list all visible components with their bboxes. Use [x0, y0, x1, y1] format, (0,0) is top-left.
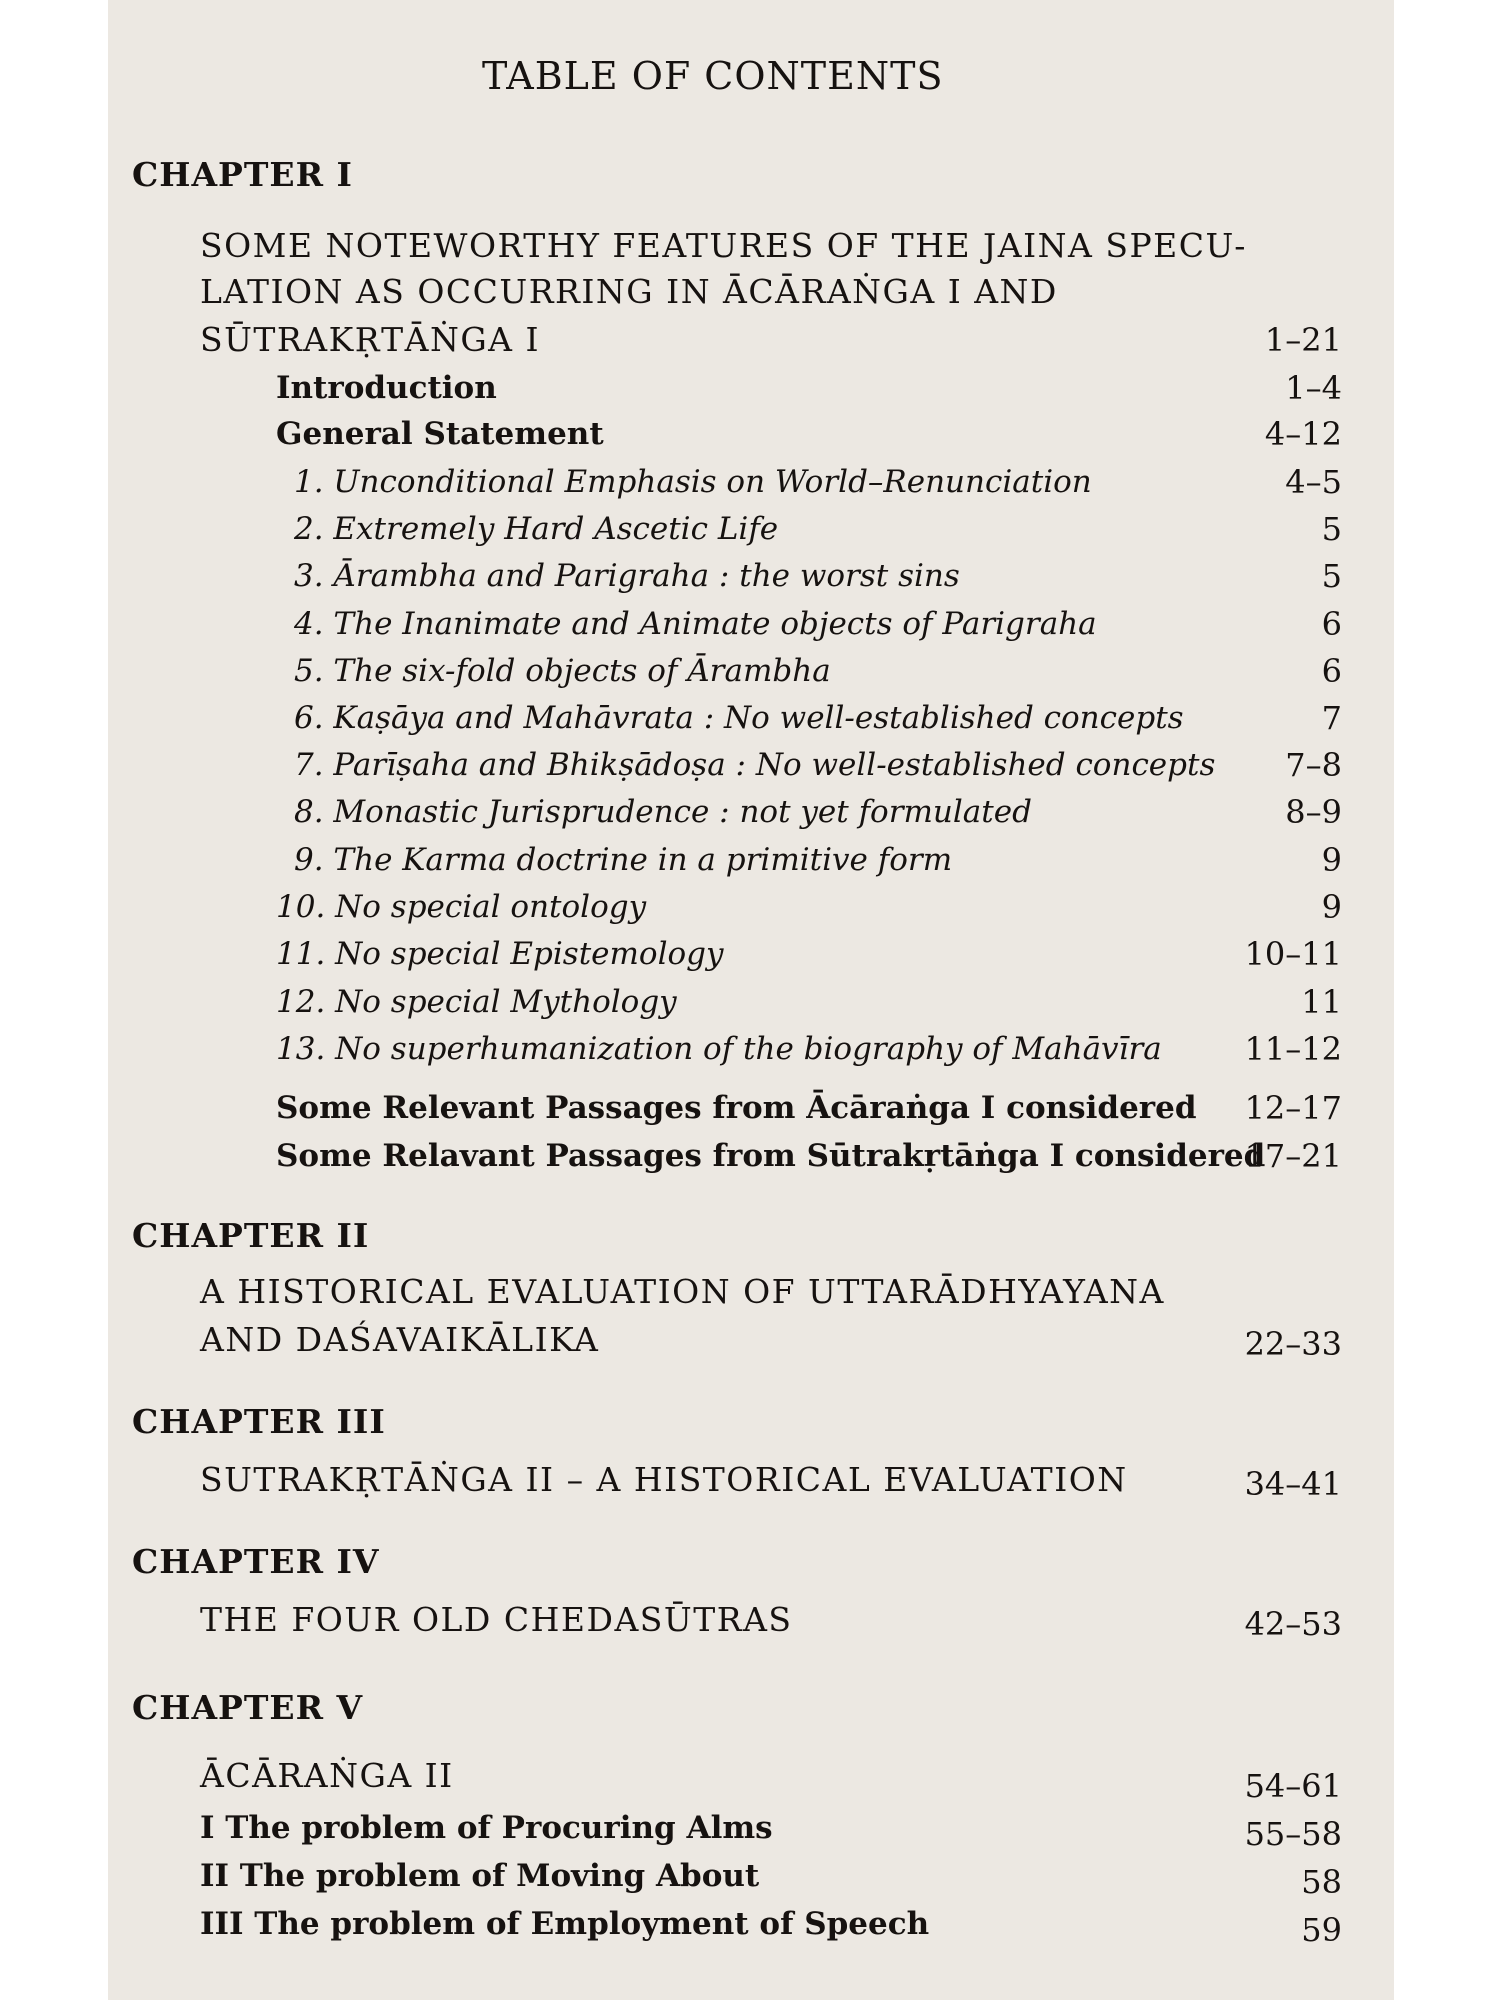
- page-range: 42–53: [1244, 1605, 1342, 1643]
- page-range: 4–5: [1285, 463, 1342, 501]
- page-range: 34–41: [1244, 1465, 1342, 1503]
- chapter-heading: ĀCĀRAṄGA II: [200, 1756, 454, 1795]
- page-range: 11–12: [1244, 1030, 1342, 1068]
- toc-entry: Introduction: [276, 370, 497, 406]
- page-title: TABLE OF CONTENTS: [482, 54, 944, 98]
- page-range: 58: [1301, 1863, 1342, 1901]
- page-range: 59: [1301, 1911, 1342, 1949]
- page-range: 4–12: [1264, 415, 1342, 453]
- page-range: 17–21: [1244, 1137, 1342, 1175]
- page-range: 9: [1321, 888, 1342, 926]
- toc-entry: 10. No special ontology: [276, 889, 647, 925]
- toc-entry: General Statement: [276, 416, 604, 452]
- chapter-heading: AND DAŚAVAIKĀLIKA: [200, 1320, 600, 1359]
- toc-entry: III The problem of Employment of Speech: [200, 1906, 930, 1942]
- page-range: 6: [1321, 652, 1342, 690]
- toc-entry: 9. The Karma doctrine in a primitive form: [294, 842, 953, 878]
- toc-entry: 1. Unconditional Emphasis on World–Renunciation: [294, 464, 1092, 500]
- page-range: 55–58: [1244, 1815, 1342, 1853]
- chapter-heading: SŪTRAKṚTĀṄGA I: [200, 320, 541, 359]
- page-range: 12–17: [1244, 1089, 1342, 1127]
- page-range: 10–11: [1244, 935, 1342, 973]
- page-range: 22–33: [1244, 1325, 1342, 1363]
- chapter-heading: SOME NOTEWORTHY FEATURES OF THE JAINA SPECU-: [200, 226, 1247, 265]
- toc-entry: 11. No special Epistemology: [276, 936, 724, 972]
- chapter-label: CHAPTER V: [132, 1688, 364, 1727]
- chapter-heading: LATION AS OCCURRING IN ĀCĀRAṄGA I AND: [200, 272, 1058, 311]
- page-range: 1–21: [1264, 321, 1342, 359]
- page-range: 7–8: [1285, 746, 1342, 784]
- book-page: [108, 0, 1394, 2000]
- chapter-label: CHAPTER II: [132, 1216, 370, 1255]
- chapter-heading: SUTRAKṚTĀṄGA II – A HISTORICAL EVALUATION: [200, 1460, 1128, 1499]
- toc-entry: 2. Extremely Hard Ascetic Life: [294, 511, 779, 547]
- toc-entry: 5. The six-fold objects of Ārambha: [294, 653, 831, 689]
- page-range: 8–9: [1285, 793, 1342, 831]
- toc-entry: Some Relevant Passages from Ācāraṅga I considered: [276, 1090, 1197, 1126]
- toc-entry: 3. Ārambha and Parigraha : the worst sins: [294, 558, 960, 594]
- page-range: 7: [1321, 699, 1342, 737]
- toc-entry: 6. Kaṣāya and Mahāvrata : No well-established concepts: [294, 700, 1184, 736]
- toc-entry: 7. Parīṣaha and Bhikṣādoṣa : No well-established concepts: [294, 747, 1216, 783]
- chapter-label: CHAPTER IV: [132, 1542, 380, 1581]
- toc-entry: 4. The Inanimate and Animate objects of Parigraha: [294, 606, 1097, 642]
- toc-entry: 13. No superhumanization of the biography of Mahāvīra: [276, 1031, 1162, 1067]
- chapter-label: CHAPTER I: [132, 155, 353, 194]
- page-range: 5: [1321, 510, 1342, 548]
- toc-entry: II The problem of Moving About: [200, 1858, 760, 1894]
- toc-entry: Some Relavant Passages from Sūtrakṛtāṅga I considered: [276, 1138, 1266, 1174]
- toc-entry: 12. No special Mythology: [276, 984, 677, 1020]
- chapter-label: CHAPTER III: [132, 1402, 386, 1441]
- page-range: 6: [1321, 605, 1342, 643]
- toc-entry: 8. Monastic Jurisprudence : not yet formulated: [294, 794, 1032, 830]
- page-range: 5: [1321, 557, 1342, 595]
- toc-entry: I The problem of Procuring Alms: [200, 1810, 773, 1846]
- page-range: 11: [1301, 983, 1342, 1021]
- page-range: 9: [1321, 841, 1342, 879]
- chapter-heading: THE FOUR OLD CHEDASŪTRAS: [200, 1600, 793, 1639]
- page-range: 1–4: [1285, 369, 1342, 407]
- page-range: 54–61: [1244, 1767, 1342, 1805]
- chapter-heading: A HISTORICAL EVALUATION OF UTTARĀDHYAYANA: [200, 1272, 1165, 1311]
